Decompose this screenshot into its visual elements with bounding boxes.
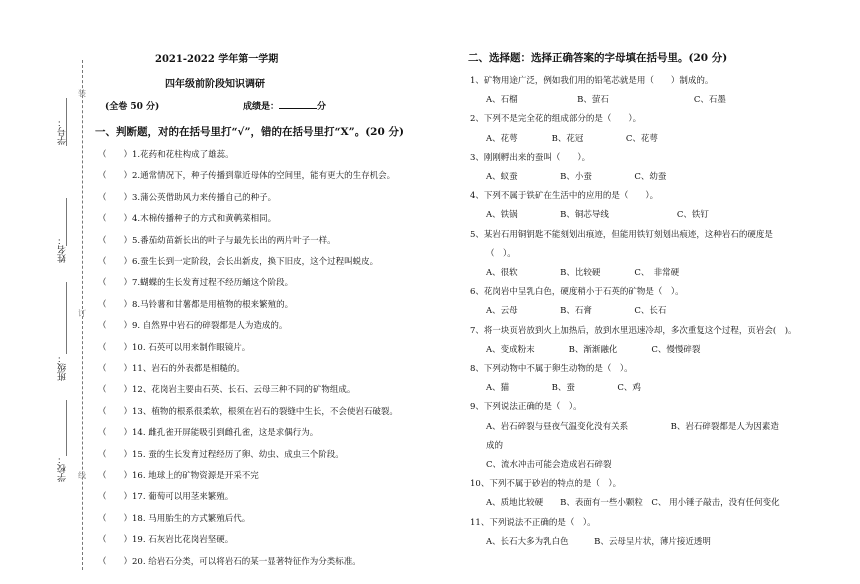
judgment-item[interactable]: （ ）10. 石英可以用来制作眼镜片。 xyxy=(98,342,251,353)
judgment-item[interactable]: （ ）2.通常情况下，种子传播到靠近母体的空间里，能有更大的生存机会。 xyxy=(98,171,396,182)
choice-question: 4、下列不属于铁矿在生活中的应用的是（ ）。 xyxy=(470,191,659,202)
judgment-item[interactable]: （ ）20. 给岩石分类，可以将岩石的某一显著特征作为分类标准。 xyxy=(98,556,361,567)
judgment-item[interactable]: （ ）1.花药和花柱构成了雄蕊。 xyxy=(98,150,234,160)
score-field xyxy=(243,99,326,112)
judgment-item[interactable]: （ ）13、植物的根系很柔软，根须在岩石的裂缝中生长，不会使岩石破裂。 xyxy=(98,406,398,417)
choice-options[interactable]: A、变成粉末 B、渐渐融化 C、慢慢碎裂 xyxy=(486,344,701,355)
seal-char-xian: 线 xyxy=(78,471,86,480)
judgment-item[interactable]: （ ）7.蝴蝶的生长发育过程不经历蛹这个阶段。 xyxy=(98,278,294,289)
seal-char-zhuang: 装 xyxy=(78,89,86,98)
score-label: 成绩是： xyxy=(243,102,280,112)
choice-options[interactable]: 成的 xyxy=(486,440,504,451)
choice-question: 1、矿物用途广泛，例如我们用的铅笔芯就是用（ ）制成的。 xyxy=(470,76,714,86)
judgment-item[interactable]: （ ）15. 蚕的生长发育过程经历了卵、幼虫、成虫三个阶段。 xyxy=(98,449,344,460)
choice-question: 11、下列说法不正确的是（ ）。 xyxy=(470,517,596,528)
seal-char-ding: 订 xyxy=(78,309,86,318)
exam-term: 2021-2022 学年第一学期 xyxy=(155,54,279,65)
name-label: 姓名： xyxy=(58,236,68,263)
judgment-item[interactable]: （ ）14. 雌孔雀开屏能吸引到雌孔雀，这是求偶行为。 xyxy=(98,428,319,439)
choice-question: 6、花岗岩中呈乳白色，硬度稍小于石英的矿物是（ ）。 xyxy=(470,287,684,298)
choice-options[interactable]: A、长石大多为乳白色 B、云母呈片状，薄片接近透明 xyxy=(486,536,711,547)
judgment-item[interactable]: （ ）11、岩石的外表都是相糙的。 xyxy=(98,364,245,374)
choice-options[interactable]: （ ）。 xyxy=(486,248,516,259)
school-line xyxy=(66,400,67,456)
choice-question: 7、将一块页岩放到火上加热后，放到水里迅速冷却，多次重复这个过程，页岩会( )。 xyxy=(470,325,797,336)
choice-options[interactable]: A、猫 B、蚕 C、鸡 xyxy=(486,383,641,394)
judgment-item[interactable]: （ ）8.马铃薯和甘薯都是用植物的根来繁殖的。 xyxy=(98,299,294,310)
total-score-note: (全卷 50 分) xyxy=(105,102,160,112)
choice-options[interactable]: C、流水冲击可能会造成岩石碎裂 xyxy=(486,460,612,470)
choice-options[interactable]: A、很软 B、比较硬 C、 非常硬 xyxy=(486,268,680,278)
choice-options[interactable]: A、蚁蚕 B、小蚕 C、幼蚕 xyxy=(486,172,667,182)
judgment-item[interactable]: （ ）5.番茄幼苗新长出的叶子与最先长出的两片叶子一样。 xyxy=(98,235,336,246)
judgment-item[interactable]: （ ）18. 马用胎生的方式繁殖后代。 xyxy=(98,513,251,524)
student-id-label: 学号： xyxy=(58,118,68,145)
choice-options[interactable]: A、铁锅 B、铜芯导线 C、铁钉 xyxy=(486,210,709,221)
student-id-line xyxy=(66,98,67,146)
section1-title: 一、判断题，对的在括号里打“√”，错的在括号里打“X”。(20 分) xyxy=(95,126,404,138)
choice-question: 9、下列说法正确的是（ ）。 xyxy=(470,402,582,413)
choice-question: 8、下列动物中不属于卵生动物的是（ ）。 xyxy=(470,364,633,374)
judgment-item[interactable]: （ ）16. 地球上的矿物资源是开采不完 xyxy=(98,471,259,481)
class-label: 班级： xyxy=(58,354,68,381)
class-line xyxy=(66,282,67,354)
judgment-item[interactable]: （ ）6.蚕生长到一定阶段，会长出新皮，换下旧皮，这个过程叫蜕皮。 xyxy=(98,257,379,267)
choice-options[interactable]: A、云母 B、石膏 C、长石 xyxy=(486,306,667,317)
judgment-item[interactable]: （ ）17. 葡萄可以用茎来繁殖。 xyxy=(98,492,234,503)
choice-options[interactable]: A、岩石碎裂与昼夜气温变化没有关系 B、岩石碎裂都是人为因素造 xyxy=(486,421,779,432)
judgment-item[interactable]: （ ）3.蒲公英借助风力来传播自己的种子。 xyxy=(98,192,277,203)
school-label: 学校： xyxy=(58,455,68,482)
score-unit: 分 xyxy=(317,102,327,112)
binding-margin xyxy=(0,0,92,584)
choice-question: 2、下列不是完全花的组成部分的是（ ）。 xyxy=(470,114,642,125)
section2-title: 二、选择题：选择正确答案的字母填在括号里。(20 分) xyxy=(468,52,728,64)
name-line xyxy=(66,198,67,246)
choice-question: 5、某岩石用铜钥匙不能刻划出痕迹，但能用铁钉刻划出痕迹，这种岩石的硬度是 xyxy=(470,229,773,240)
choice-options[interactable]: A、花萼 B、花冠 C、花萼 xyxy=(486,133,658,144)
choice-options[interactable]: A、石榴 B、萤石 C、石墨 xyxy=(486,95,726,106)
exam-title: 四年级前阶段知识调研 xyxy=(165,79,265,90)
judgment-item[interactable]: （ ）12、花岗岩主要由石英、长石、云母三种不同的矿物组成。 xyxy=(98,385,356,396)
choice-options[interactable]: A、质地比较硬 B、表面有一些小颗粒 C、 用小锤子敲击，没有任何变化 xyxy=(486,498,780,509)
score-blank[interactable] xyxy=(279,99,317,109)
judgment-item[interactable]: （ ）4.木棉传播种子的方式和黄鹌菜相同。 xyxy=(98,214,277,225)
choice-question: 3、刚刚孵出来的蚕叫（ ）。 xyxy=(470,152,591,163)
choice-question: 10、下列不属于砂岩的特点的是（ ）。 xyxy=(470,479,622,490)
judgment-item[interactable]: （ ）9. 自然界中岩石的碎裂都是人为造成的。 xyxy=(98,321,288,332)
judgment-item[interactable]: （ ）19. 石灰岩比花岗岩坚硬。 xyxy=(98,535,234,546)
